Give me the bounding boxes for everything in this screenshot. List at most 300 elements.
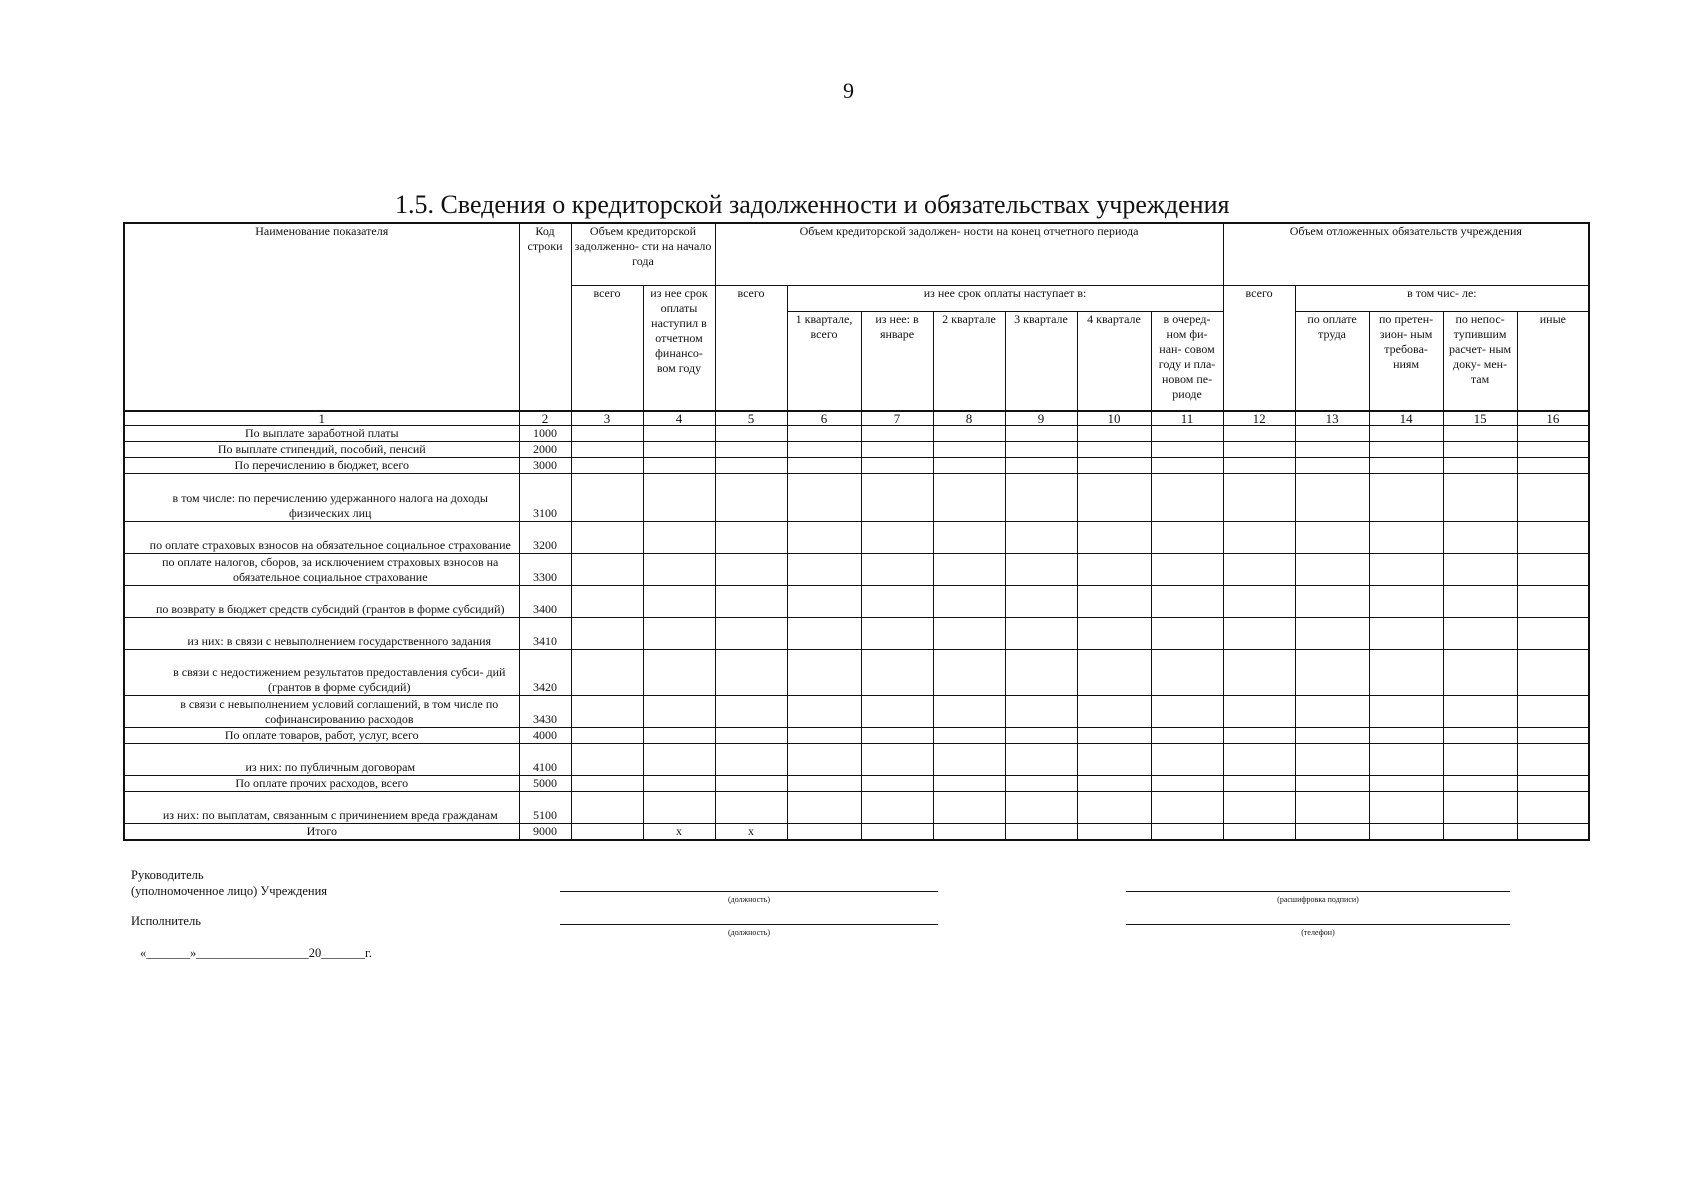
data-cell xyxy=(1077,728,1151,744)
table-row xyxy=(124,586,1589,618)
row-name: По оплате прочих расходов, всего xyxy=(124,776,519,792)
data-cell xyxy=(1517,792,1589,824)
data-cell xyxy=(1517,426,1589,442)
data-cell xyxy=(715,458,787,474)
data-cell xyxy=(1005,458,1077,474)
data-cell xyxy=(861,776,933,792)
date-line: «_______»__________________20_______г. xyxy=(140,946,372,960)
data-cell xyxy=(1369,650,1443,696)
data-cell xyxy=(1223,522,1295,554)
head-position-caption: (должность) xyxy=(728,895,770,904)
data-cell xyxy=(1223,696,1295,728)
data-cell xyxy=(787,586,861,618)
row-name: По оплате товаров, работ, услуг, всего xyxy=(124,728,519,744)
header-q3: 3 квартале xyxy=(1005,311,1077,411)
column-number: 14 xyxy=(1369,411,1443,426)
row-name: из них: по выплатам, связанным с причинением вреда гражданам xyxy=(124,792,519,824)
data-cell xyxy=(571,458,643,474)
column-number: 7 xyxy=(861,411,933,426)
column-number: 6 xyxy=(787,411,861,426)
header-next-year: в очеред- ном фи- нан- совом году и пла- новом пе- риоде xyxy=(1151,311,1223,411)
data-cell xyxy=(861,474,933,522)
data-cell xyxy=(1369,824,1443,841)
header-def-including: в том чис- ле: xyxy=(1295,285,1589,311)
header-def-docs: по непос- тупившим расчет- ным доку- мен- там xyxy=(1443,311,1517,411)
column-number: 12 xyxy=(1223,411,1295,426)
data-cell xyxy=(1517,744,1589,776)
data-cell xyxy=(715,474,787,522)
data-cell xyxy=(1369,728,1443,744)
total-col4: x xyxy=(643,824,715,841)
data-cell xyxy=(1369,776,1443,792)
data-cell xyxy=(715,442,787,458)
header-end-due-group: из нее срок оплаты наступает в: xyxy=(787,285,1223,311)
total-col5: x xyxy=(715,824,787,841)
data-cell xyxy=(1295,650,1369,696)
data-cell xyxy=(571,426,643,442)
data-cell xyxy=(933,696,1005,728)
data-cell xyxy=(1295,426,1369,442)
row-name: из них: по публичным договорам xyxy=(124,744,519,776)
data-cell xyxy=(1223,442,1295,458)
data-cell xyxy=(571,824,643,841)
row-code: 1000 xyxy=(519,426,571,442)
column-number-row xyxy=(124,411,1589,426)
data-cell xyxy=(1005,618,1077,650)
data-cell xyxy=(1517,522,1589,554)
data-cell xyxy=(1517,474,1589,522)
data-cell xyxy=(1223,728,1295,744)
row-code: 5100 xyxy=(519,792,571,824)
data-cell xyxy=(1151,474,1223,522)
data-cell xyxy=(715,554,787,586)
table-row xyxy=(124,650,1589,696)
data-cell xyxy=(933,728,1005,744)
data-cell xyxy=(715,426,787,442)
data-cell xyxy=(1077,442,1151,458)
row-code: 5000 xyxy=(519,776,571,792)
data-cell xyxy=(1077,650,1151,696)
header-q4: 4 квартале xyxy=(1077,311,1151,411)
data-cell xyxy=(643,744,715,776)
data-cell xyxy=(1151,744,1223,776)
data-cell xyxy=(571,442,643,458)
data-cell xyxy=(1005,728,1077,744)
data-cell xyxy=(1005,586,1077,618)
data-cell xyxy=(1443,792,1517,824)
data-cell xyxy=(1517,554,1589,586)
data-cell xyxy=(1369,474,1443,522)
row-code: 3420 xyxy=(519,650,571,696)
data-cell xyxy=(1077,776,1151,792)
column-number: 16 xyxy=(1517,411,1589,426)
table-row xyxy=(124,776,1589,792)
data-cell xyxy=(1369,586,1443,618)
data-cell xyxy=(1077,696,1151,728)
data-cell xyxy=(643,442,715,458)
data-cell xyxy=(1295,554,1369,586)
data-cell xyxy=(1443,458,1517,474)
table-row xyxy=(124,522,1589,554)
table-row xyxy=(124,696,1589,728)
data-cell xyxy=(1077,522,1151,554)
data-cell xyxy=(1077,458,1151,474)
executor-phone-line xyxy=(1126,924,1510,925)
column-number: 13 xyxy=(1295,411,1369,426)
data-cell xyxy=(715,776,787,792)
data-cell xyxy=(1077,744,1151,776)
data-cell xyxy=(1443,776,1517,792)
data-cell xyxy=(933,522,1005,554)
row-code: 3000 xyxy=(519,458,571,474)
data-cell xyxy=(1151,824,1223,841)
table-row xyxy=(124,618,1589,650)
data-cell xyxy=(933,744,1005,776)
row-name: По выплате заработной платы xyxy=(124,426,519,442)
data-cell xyxy=(933,776,1005,792)
row-code: 2000 xyxy=(519,442,571,458)
data-cell xyxy=(787,650,861,696)
data-cell xyxy=(787,792,861,824)
executor-phone-caption: (телефон) xyxy=(1301,928,1335,937)
data-cell xyxy=(1005,554,1077,586)
data-cell xyxy=(643,696,715,728)
data-cell xyxy=(1517,824,1589,841)
header-start-total: всего xyxy=(571,285,643,411)
data-cell xyxy=(1005,776,1077,792)
row-name: из них: в связи с невыполнением государственного задания xyxy=(124,618,519,650)
column-number: 8 xyxy=(933,411,1005,426)
data-cell xyxy=(1151,522,1223,554)
data-cell xyxy=(1369,458,1443,474)
data-cell xyxy=(1005,824,1077,841)
data-cell xyxy=(1295,458,1369,474)
data-cell xyxy=(571,586,643,618)
data-cell xyxy=(571,728,643,744)
header-q2: 2 квартале xyxy=(933,311,1005,411)
data-cell xyxy=(1295,728,1369,744)
data-cell xyxy=(1005,426,1077,442)
data-cell xyxy=(1517,458,1589,474)
executor-position-caption: (должность) xyxy=(728,928,770,937)
data-cell xyxy=(933,442,1005,458)
data-cell xyxy=(715,618,787,650)
header-end-group: Объем кредиторской задолжен- ности на конец отчетного периода xyxy=(715,223,1223,285)
data-cell xyxy=(1443,744,1517,776)
table-row xyxy=(124,426,1589,442)
table-row xyxy=(124,554,1589,586)
data-cell xyxy=(715,586,787,618)
column-number: 4 xyxy=(643,411,715,426)
data-cell xyxy=(1443,824,1517,841)
data-cell xyxy=(861,728,933,744)
data-cell xyxy=(861,442,933,458)
data-cell xyxy=(643,458,715,474)
data-cell xyxy=(861,696,933,728)
table-row xyxy=(124,744,1589,776)
data-cell xyxy=(787,522,861,554)
data-cell xyxy=(787,618,861,650)
form-title: 1.5. Сведения о кредиторской задолженности и обязательствах учреждения xyxy=(395,190,1230,219)
data-cell xyxy=(571,522,643,554)
data-cell xyxy=(643,554,715,586)
data-cell xyxy=(1443,728,1517,744)
table-row xyxy=(124,474,1589,522)
header-def-other: иные xyxy=(1517,311,1589,411)
data-cell xyxy=(787,696,861,728)
column-number: 1 xyxy=(124,411,519,426)
data-cell xyxy=(1295,696,1369,728)
data-cell xyxy=(861,824,933,841)
row-code: 3430 xyxy=(519,696,571,728)
creditor-debt-table xyxy=(123,222,1590,841)
data-cell xyxy=(1223,586,1295,618)
table-row xyxy=(124,792,1589,824)
data-cell xyxy=(1077,792,1151,824)
data-cell xyxy=(1151,618,1223,650)
row-code: 4100 xyxy=(519,744,571,776)
data-cell xyxy=(1369,792,1443,824)
total-label: Итого xyxy=(124,824,519,841)
data-cell xyxy=(571,776,643,792)
data-cell xyxy=(1295,824,1369,841)
data-cell xyxy=(1517,650,1589,696)
page-number: 9 xyxy=(843,78,854,103)
data-cell xyxy=(1443,426,1517,442)
data-cell xyxy=(715,650,787,696)
data-cell xyxy=(1151,554,1223,586)
header-def-labor: по оплате труда xyxy=(1295,311,1369,411)
head-decoding-line xyxy=(1126,891,1510,892)
row-name: в связи с невыполнением условий соглашений, в том числе по софинансированию расходов xyxy=(124,696,519,728)
data-cell xyxy=(933,618,1005,650)
data-cell xyxy=(643,728,715,744)
data-cell xyxy=(1005,792,1077,824)
data-cell xyxy=(933,586,1005,618)
column-number: 3 xyxy=(571,411,643,426)
data-cell xyxy=(1369,426,1443,442)
data-cell xyxy=(1443,650,1517,696)
data-cell xyxy=(1295,744,1369,776)
data-cell xyxy=(787,776,861,792)
data-cell xyxy=(1005,474,1077,522)
data-cell xyxy=(1295,792,1369,824)
data-cell xyxy=(861,426,933,442)
data-cell xyxy=(933,554,1005,586)
data-cell xyxy=(1223,474,1295,522)
data-cell xyxy=(1517,696,1589,728)
data-cell xyxy=(1223,618,1295,650)
data-cell xyxy=(1443,696,1517,728)
data-cell xyxy=(643,522,715,554)
data-cell xyxy=(1151,458,1223,474)
data-cell xyxy=(1151,442,1223,458)
data-cell xyxy=(1295,776,1369,792)
data-cell xyxy=(1151,792,1223,824)
table-row xyxy=(124,458,1589,474)
table-row xyxy=(124,728,1589,744)
column-number: 11 xyxy=(1151,411,1223,426)
data-cell xyxy=(1077,554,1151,586)
data-cell xyxy=(1295,442,1369,458)
data-cell xyxy=(571,744,643,776)
data-cell xyxy=(1005,744,1077,776)
data-cell xyxy=(1443,474,1517,522)
data-cell xyxy=(787,744,861,776)
header-q1-jan: из нее: в январе xyxy=(861,311,933,411)
data-cell xyxy=(787,728,861,744)
row-name: по возврату в бюджет средств субсидий (грантов в форме субсидий) xyxy=(124,586,519,618)
data-cell xyxy=(1151,776,1223,792)
data-cell xyxy=(571,650,643,696)
data-cell xyxy=(933,426,1005,442)
data-cell xyxy=(1223,824,1295,841)
row-code: 3300 xyxy=(519,554,571,586)
executor-label: Исполнитель xyxy=(131,914,201,928)
data-cell xyxy=(1005,442,1077,458)
header-def-total: всего xyxy=(1223,285,1295,411)
data-cell xyxy=(1077,474,1151,522)
total-code: 9000 xyxy=(519,824,571,841)
data-cell xyxy=(933,792,1005,824)
data-cell xyxy=(1443,522,1517,554)
data-cell xyxy=(1517,728,1589,744)
data-cell xyxy=(1517,618,1589,650)
data-cell xyxy=(933,824,1005,841)
data-cell xyxy=(861,458,933,474)
header-deferred-group: Объем отложенных обязательств учреждения xyxy=(1223,223,1589,285)
header-name: Наименование показателя xyxy=(124,223,519,411)
data-cell xyxy=(1295,618,1369,650)
data-cell xyxy=(1077,824,1151,841)
data-cell xyxy=(1443,618,1517,650)
head-decoding-caption: (расшифровка подписи) xyxy=(1277,895,1359,904)
data-cell xyxy=(861,618,933,650)
data-cell xyxy=(1151,696,1223,728)
data-cell xyxy=(1077,426,1151,442)
data-cell xyxy=(1223,744,1295,776)
data-cell xyxy=(1223,792,1295,824)
data-cell xyxy=(1151,426,1223,442)
data-cell xyxy=(1369,744,1443,776)
data-cell xyxy=(1077,618,1151,650)
data-cell xyxy=(861,554,933,586)
data-cell xyxy=(861,586,933,618)
data-cell xyxy=(571,792,643,824)
data-cell xyxy=(787,458,861,474)
header-def-claims: по претен- зион- ным требова- ниям xyxy=(1369,311,1443,411)
column-number: 5 xyxy=(715,411,787,426)
data-cell xyxy=(1517,776,1589,792)
total-row xyxy=(124,824,1589,841)
table-row xyxy=(124,442,1589,458)
data-cell xyxy=(643,474,715,522)
data-cell xyxy=(571,618,643,650)
header-start-due: из нее срок оплаты наступил в отчетном финансо- вом году xyxy=(643,285,715,411)
data-cell xyxy=(1223,554,1295,586)
row-code: 3400 xyxy=(519,586,571,618)
data-cell xyxy=(715,522,787,554)
data-cell xyxy=(933,650,1005,696)
data-cell xyxy=(1223,458,1295,474)
data-cell xyxy=(1443,442,1517,458)
data-cell xyxy=(787,554,861,586)
row-name: по оплате налогов, сборов, за исключением страховых взносов на обязательное социальное страхование xyxy=(124,554,519,586)
executor-position-line xyxy=(560,924,938,925)
row-name: по оплате страховых взносов на обязательное социальное страхование xyxy=(124,522,519,554)
data-cell xyxy=(933,458,1005,474)
head-label: Руководитель xyxy=(131,868,204,882)
data-cell xyxy=(861,792,933,824)
data-cell xyxy=(643,650,715,696)
data-cell xyxy=(643,792,715,824)
data-cell xyxy=(1369,522,1443,554)
data-cell xyxy=(1151,728,1223,744)
data-cell xyxy=(861,522,933,554)
data-cell xyxy=(643,426,715,442)
data-cell xyxy=(643,776,715,792)
data-cell xyxy=(715,728,787,744)
data-cell xyxy=(861,744,933,776)
row-code: 3100 xyxy=(519,474,571,522)
data-cell xyxy=(1077,586,1151,618)
head-position-line xyxy=(560,891,938,892)
data-cell xyxy=(933,474,1005,522)
data-cell xyxy=(1295,586,1369,618)
header-start-group: Объем кредиторской задолженно- сти на начало года xyxy=(571,223,715,285)
row-code: 3200 xyxy=(519,522,571,554)
row-name: в связи с недостижением результатов предоставления субси- дий (грантов в форме субсидий) xyxy=(124,650,519,696)
data-cell xyxy=(715,696,787,728)
row-code: 3410 xyxy=(519,618,571,650)
data-cell xyxy=(787,426,861,442)
data-cell xyxy=(1517,442,1589,458)
head-label-2: (уполномоченное лицо) Учреждения xyxy=(131,884,328,898)
column-number: 9 xyxy=(1005,411,1077,426)
row-code: 4000 xyxy=(519,728,571,744)
column-number: 2 xyxy=(519,411,571,426)
data-cell xyxy=(787,474,861,522)
data-cell xyxy=(571,554,643,586)
data-cell xyxy=(1517,586,1589,618)
data-cell xyxy=(1005,696,1077,728)
data-cell xyxy=(1005,522,1077,554)
header-code: Код строки xyxy=(519,223,571,411)
data-cell xyxy=(1443,554,1517,586)
data-cell xyxy=(1369,618,1443,650)
data-cell xyxy=(571,474,643,522)
header-end-total: всего xyxy=(715,285,787,411)
data-cell xyxy=(715,792,787,824)
data-cell xyxy=(1295,474,1369,522)
data-cell xyxy=(787,824,861,841)
data-cell xyxy=(1369,442,1443,458)
header-q1-total: 1 квартале, всего xyxy=(787,311,861,411)
data-cell xyxy=(787,442,861,458)
data-cell xyxy=(1295,522,1369,554)
data-cell xyxy=(571,696,643,728)
data-cell xyxy=(1369,696,1443,728)
column-number: 10 xyxy=(1077,411,1151,426)
column-number: 15 xyxy=(1443,411,1517,426)
data-cell xyxy=(1443,586,1517,618)
data-cell xyxy=(1005,650,1077,696)
row-name: По перечислению в бюджет, всего xyxy=(124,458,519,474)
data-cell xyxy=(643,618,715,650)
row-name: По выплате стипендий, пособий, пенсий xyxy=(124,442,519,458)
row-name: в том числе: по перечислению удержанного налога на доходы физических лиц xyxy=(124,474,519,522)
data-cell xyxy=(715,744,787,776)
